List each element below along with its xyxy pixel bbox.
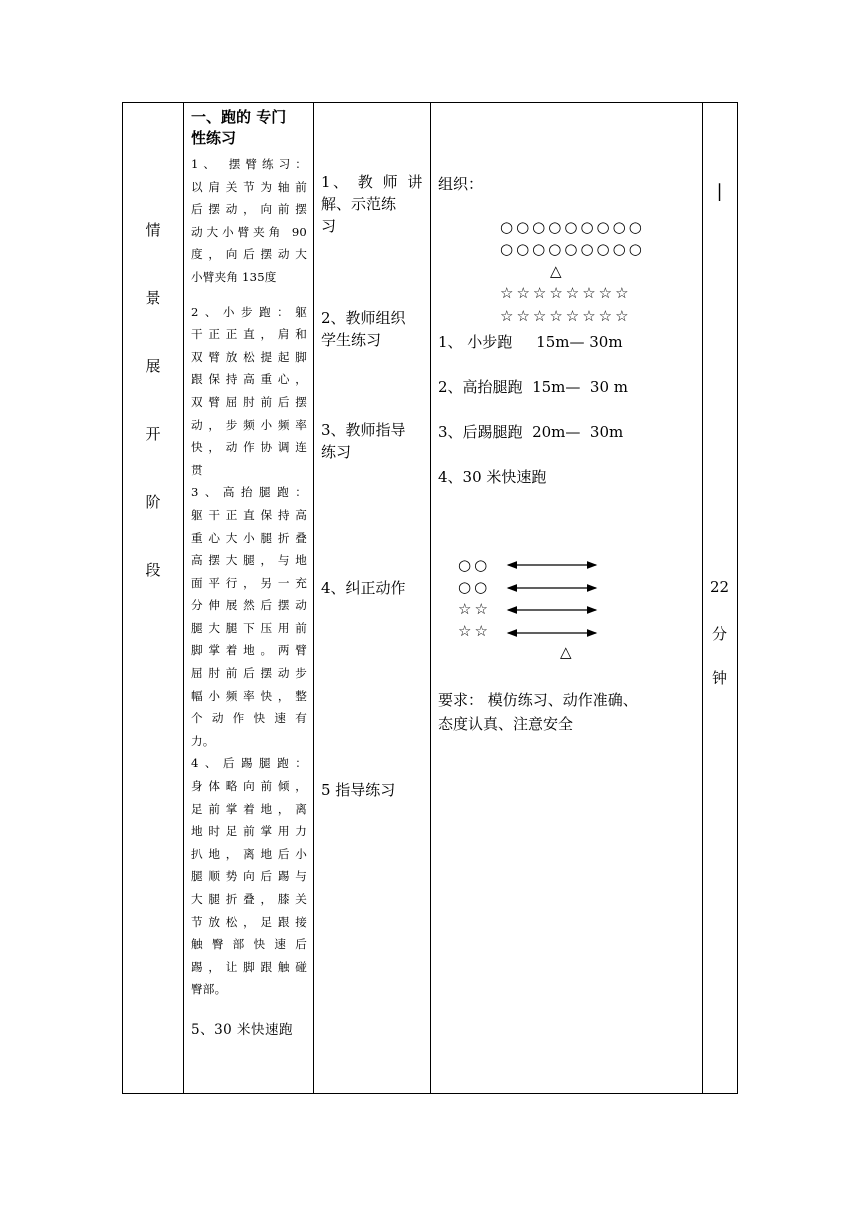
content-line: 贯 xyxy=(191,462,203,477)
content-line: 身体略向前倾， xyxy=(191,779,307,794)
time-mark: | xyxy=(716,181,723,202)
stage-char: 展 xyxy=(145,357,161,375)
content-line: 臀部。 xyxy=(191,982,227,997)
content-line: 动，步频小频率 xyxy=(191,417,307,432)
section-heading: 一、跑的 专门 性练习 xyxy=(191,108,287,147)
content-line: 高摆大腿，与地 xyxy=(191,553,307,568)
star-formation-row: ☆☆☆☆☆☆☆☆ xyxy=(500,284,632,302)
content-line: 触臀部快速后 xyxy=(191,937,307,952)
teacher-step-1: 1、 教 师 讲 解、示范练 习 xyxy=(321,173,425,235)
drill-line: 2、高抬腿跑 15m— 30 m xyxy=(438,378,629,396)
teacher-step-3: 3、教师指导 练习 xyxy=(321,421,406,461)
content-column xyxy=(183,103,313,1093)
content-line: 大腿折叠，膝关 xyxy=(191,892,307,906)
lane-arrows xyxy=(500,554,600,644)
time-unit: 分 xyxy=(711,625,727,643)
stage-char: 情 xyxy=(145,221,161,239)
drill-line: 3、后踢腿跑 20m— 30m xyxy=(438,423,624,441)
time-value: 22 xyxy=(709,578,730,596)
time-column xyxy=(702,103,737,1093)
content-line: 跟保持高重心， xyxy=(191,372,307,387)
content-line: 分伸展然后摆动 xyxy=(191,598,307,613)
content-line: 面平行，另一充 xyxy=(191,575,307,590)
requirement-text: 要求： 模仿练习、动作准确、 xyxy=(438,691,638,709)
content-line: 幅小频率快，整 xyxy=(191,688,307,703)
time-unit: 钟 xyxy=(711,669,727,687)
teacher-step-2: 2、教师组织 学生练习 xyxy=(321,309,406,349)
content-line: 足前掌着地，离 xyxy=(191,801,307,816)
content-line: 小臂夹角 135度 xyxy=(191,269,277,284)
drill-line: 4、30 米快速跑 xyxy=(438,468,547,486)
content-line: 快，动作协调连 xyxy=(191,440,307,455)
content-line: 重心大小腿折叠 xyxy=(191,530,307,545)
content-line: 双臂放松提起脚 xyxy=(191,349,307,364)
content-line: 个动作快速有 xyxy=(191,711,307,726)
circle-formation-row: ○○○○○○○○○ xyxy=(500,240,645,258)
content-line: 2、小步跑：躯 xyxy=(191,304,307,319)
teacher-triangle-icon: △ xyxy=(550,262,562,280)
stage-char: 景 xyxy=(145,289,161,307)
teacher-step-5: 5 指导练习 xyxy=(321,781,396,799)
content-line: 3、高抬腿跑： xyxy=(191,485,307,500)
stage-char: 阶 xyxy=(145,493,161,511)
requirement-text: 态度认真、注意安全 xyxy=(438,715,574,733)
content-line: 踢，让脚跟触碰 xyxy=(191,959,307,974)
lane-runners: ○○ xyxy=(458,578,491,596)
content-line: 腿大腿下压用前 xyxy=(191,620,307,635)
teacher-step-4: 4、纠正动作 xyxy=(321,579,406,597)
content-line: 动大小臂夹角 90 xyxy=(191,224,307,239)
content-line: 以肩关节为轴前 xyxy=(191,179,307,194)
organization-column xyxy=(430,103,702,1093)
content-line: 屈肘前后摆动步 xyxy=(191,666,307,681)
circle-formation-row: ○○○○○○○○○ xyxy=(500,218,645,236)
lane-triangle-icon: △ xyxy=(560,643,572,661)
content-line: 扒地，离地后小 xyxy=(191,846,307,861)
content-line: 干正正直，肩和 xyxy=(191,327,307,342)
lane-runners: ☆☆ xyxy=(458,600,491,618)
content-line: 度，向后摆动大 xyxy=(191,247,307,262)
content-line: 5、30 米快速跑 xyxy=(191,1021,294,1038)
teacher-column xyxy=(313,103,430,1093)
stage-label xyxy=(123,219,183,1093)
star-formation-row: ☆☆☆☆☆☆☆☆ xyxy=(500,307,632,325)
stage-char: 开 xyxy=(145,425,161,443)
lesson-plan-table xyxy=(122,102,738,1094)
stage-char: 段 xyxy=(145,561,161,579)
content-line: 双臂屈肘前后摆 xyxy=(191,394,307,409)
content-line: 力。 xyxy=(191,733,215,748)
content-line: 躯干正直保持高 xyxy=(191,507,307,522)
content-line: 地时足前掌用力 xyxy=(191,824,307,839)
content-line: 脚掌着地。两臂 xyxy=(191,643,307,658)
content-line: 节放松，足跟接 xyxy=(191,914,307,929)
lane-runners: ○○ xyxy=(458,556,491,574)
lane-runners: ☆☆ xyxy=(458,622,491,640)
content-line: 1、 摆臂练习： xyxy=(191,157,307,171)
content-line: 4、后踢腿跑： xyxy=(191,756,307,771)
content-line: 后摆动，向前摆 xyxy=(191,202,307,217)
organization-label: 组织： xyxy=(438,175,484,193)
drill-line: 1、 小步跑 15m— 30m xyxy=(438,333,623,351)
content-line: 腿顺势向后踢与 xyxy=(191,869,307,884)
